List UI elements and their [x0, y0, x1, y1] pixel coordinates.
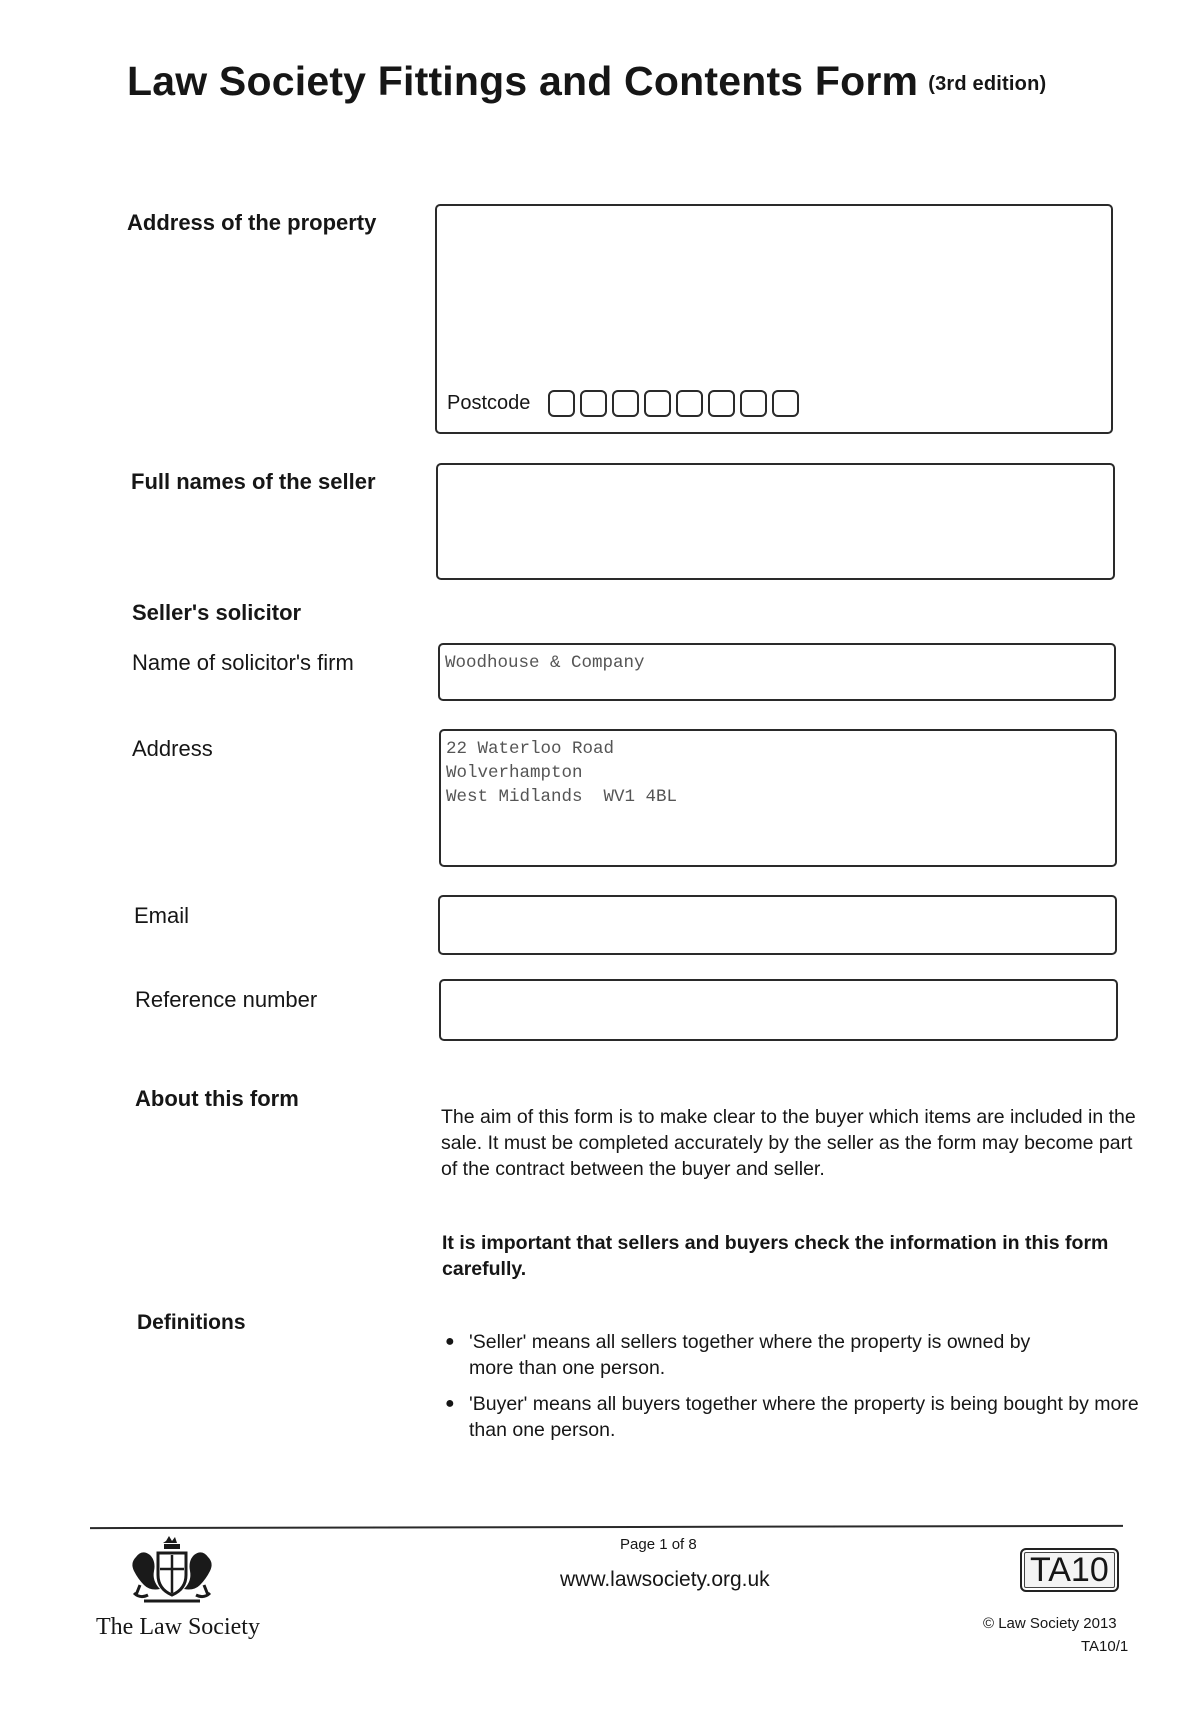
postcode-char-box[interactable] — [676, 390, 703, 417]
property-address-label: Address of the property — [127, 210, 377, 235]
email-value — [440, 897, 1115, 903]
copyright-text: © Law Society 2013 — [983, 1615, 1117, 1632]
definition-seller: 'Seller' means all sellers together where the property is owned by more than one person. — [469, 1331, 1031, 1379]
postcode-char-box[interactable] — [548, 390, 575, 417]
seller-names-field[interactable] — [436, 463, 1115, 580]
form-reference-code: TA10/1 — [1081, 1638, 1129, 1655]
solicitor-firm-field[interactable] — [438, 643, 1116, 701]
seller-names-value — [438, 465, 1113, 471]
email-label: Email — [134, 903, 190, 928]
postcode-char-box[interactable] — [644, 390, 671, 417]
law-society-logo — [126, 1535, 218, 1616]
postcode-row — [447, 390, 804, 417]
postcode-label: Postcode — [447, 392, 531, 414]
postcode-char-box[interactable] — [708, 390, 735, 417]
reference-label: Reference number — [135, 987, 318, 1012]
seller-names-label: Full names of the seller — [131, 469, 376, 494]
list-item — [443, 1391, 1143, 1443]
form-title — [127, 58, 1046, 105]
important-notice: It is important that sellers and buyers check the information in this form carefully. — [442, 1232, 1109, 1280]
website-link[interactable]: www.lawsociety.org.uk — [560, 1568, 770, 1591]
definition-buyer: 'Buyer' means all buyers together where the property is being bought by more than one person. — [469, 1393, 1139, 1441]
bullet-icon: ● — [445, 1333, 455, 1350]
solicitor-address-field[interactable] — [439, 729, 1117, 867]
bullet-icon: ● — [445, 1395, 455, 1412]
postcode-char-box[interactable] — [772, 390, 799, 417]
form-edition: (3rd edition) — [928, 72, 1047, 95]
solicitor-address-label: Address — [132, 736, 213, 761]
reference-field[interactable] — [439, 979, 1118, 1041]
solicitor-heading: Seller's solicitor — [132, 600, 302, 625]
solicitor-firm-value: Woodhouse & Company — [445, 653, 645, 673]
solicitor-address-value: 22 Waterloo Road Wolverhampton West Midlands WV1 4BL — [446, 739, 678, 807]
form-code-badge: TA10 — [1020, 1548, 1119, 1592]
definitions-heading: Definitions — [137, 1311, 246, 1334]
page-number: Page 1 of 8 — [620, 1536, 697, 1553]
postcode-char-box[interactable] — [612, 390, 639, 417]
about-heading: About this form — [135, 1086, 299, 1111]
postcode-char-box[interactable] — [740, 390, 767, 417]
postcode-char-box[interactable] — [580, 390, 607, 417]
footer-divider — [90, 1525, 1123, 1529]
form-title-main: Law Society Fittings and Contents Form — [127, 58, 919, 104]
reference-value — [441, 981, 1116, 987]
solicitor-firm-label: Name of solicitor's firm — [132, 650, 354, 675]
definitions-list — [443, 1329, 1143, 1443]
law-society-crest-icon — [126, 1535, 218, 1611]
email-field[interactable] — [438, 895, 1117, 955]
logo-text: The Law Society — [96, 1614, 260, 1640]
property-address-value — [437, 206, 1111, 212]
list-item — [443, 1329, 1063, 1381]
about-paragraph: The aim of this form is to make clear to the buyer which items are included in the sale. It must be completed accurately by the seller as the form may become part of the contract between the buyer and seller. — [441, 1106, 1136, 1180]
